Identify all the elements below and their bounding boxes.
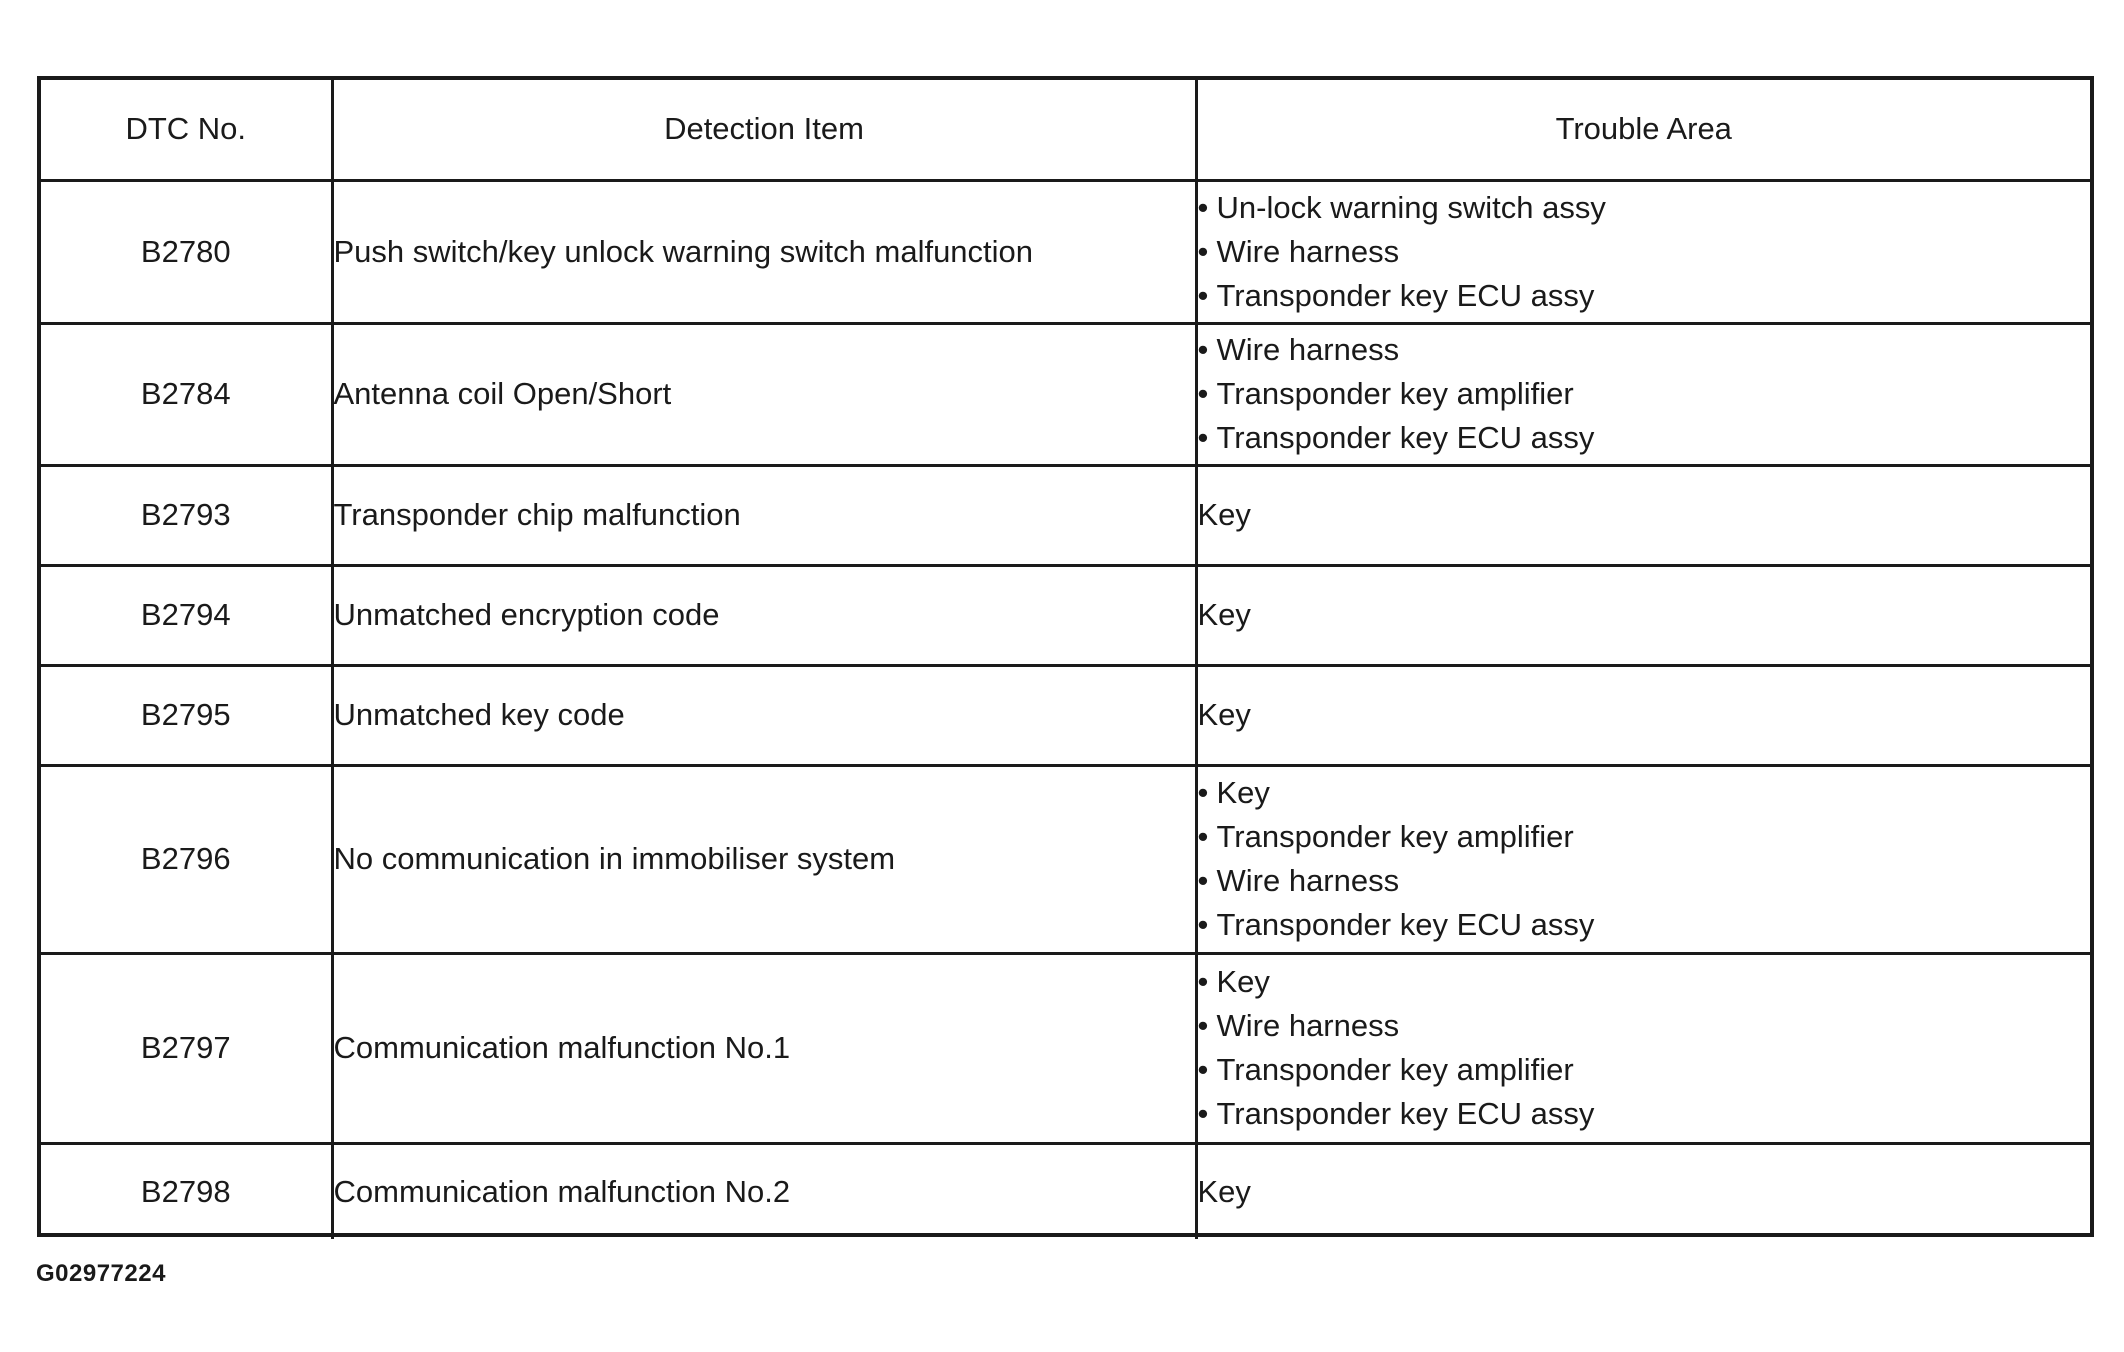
dtc-table-frame: [37, 76, 2094, 1237]
trouble-area-cell: [1196, 765, 2090, 953]
trouble-area-item: • Key: [1198, 960, 2091, 1004]
dtc-code-cell: B2798: [41, 1143, 332, 1239]
trouble-area-list: [1198, 771, 2091, 947]
trouble-area-item: • Wire harness: [1198, 859, 2091, 903]
table-row: [41, 765, 2090, 953]
trouble-area-cell: [1196, 323, 2090, 465]
trouble-area-item: • Transponder key ECU assy: [1198, 1092, 2091, 1136]
trouble-area-item: • Transponder key ECU assy: [1198, 416, 2091, 460]
trouble-area-item: • Transponder key amplifier: [1198, 815, 2091, 859]
dtc-table: [41, 80, 2090, 1239]
trouble-area-text: Key: [1197, 497, 1251, 532]
header-row: [41, 80, 2090, 180]
dtc-code-cell: B2797: [41, 953, 332, 1143]
dtc-code-cell: B2794: [41, 565, 332, 665]
trouble-area-item: • Transponder key amplifier: [1198, 1048, 2091, 1092]
trouble-area-item: • Key: [1198, 771, 2091, 815]
trouble-area-cell: [1196, 180, 2090, 323]
trouble-area-item: • Transponder key ECU assy: [1198, 274, 2091, 318]
table-row: [41, 565, 2090, 665]
trouble-area-text: Key: [1197, 597, 1251, 632]
detection-item-cell: Transponder chip malfunction: [332, 465, 1196, 565]
dtc-code-cell: B2784: [41, 323, 332, 465]
trouble-area-text: Key: [1197, 1173, 1251, 1209]
trouble-area-item: • Wire harness: [1198, 1004, 2091, 1048]
table-row: [41, 323, 2090, 465]
figure-id: G02977224: [36, 1260, 166, 1287]
detection-item-cell: Communication malfunction No.1: [332, 953, 1196, 1143]
trouble-area-cell: [1196, 465, 2090, 565]
trouble-area-cell: [1196, 953, 2090, 1143]
trouble-area-cell: [1196, 665, 2090, 765]
dtc-code-cell: B2795: [41, 665, 332, 765]
header-dtc-no: DTC No.: [41, 80, 332, 180]
trouble-area-cell: [1196, 1143, 2090, 1239]
table-row: [41, 465, 2090, 565]
trouble-area-item: • Transponder key amplifier: [1198, 372, 2091, 416]
dtc-code-cell: B2793: [41, 465, 332, 565]
trouble-area-item: • Wire harness: [1198, 328, 2091, 372]
trouble-area-item: • Wire harness: [1198, 230, 2091, 274]
detection-item-cell: Communication malfunction No.2: [332, 1143, 1196, 1239]
trouble-area-list: [1198, 328, 2091, 460]
trouble-area-list: [1198, 960, 2091, 1136]
dtc-table-body: [41, 80, 2090, 1239]
dtc-code-cell: B2780: [41, 180, 332, 323]
table-row: [41, 180, 2090, 323]
detection-item-cell: Push switch/key unlock warning switch malfunction: [332, 180, 1196, 323]
table-row: [41, 665, 2090, 765]
table-row: [41, 1143, 2090, 1239]
trouble-area-item: • Un-lock warning switch assy: [1198, 186, 2091, 230]
detection-item-cell: Unmatched encryption code: [332, 565, 1196, 665]
header-detection-item: Detection Item: [332, 80, 1196, 180]
dtc-code-cell: B2796: [41, 765, 332, 953]
trouble-area-list: [1198, 186, 2091, 318]
table-row: [41, 953, 2090, 1143]
detection-item-cell: Antenna coil Open/Short: [332, 323, 1196, 465]
trouble-area-cell: [1196, 565, 2090, 665]
detection-item-cell: Unmatched key code: [332, 665, 1196, 765]
trouble-area-text: Key: [1197, 697, 1251, 732]
header-trouble-area: Trouble Area: [1196, 80, 2090, 180]
trouble-area-item: • Transponder key ECU assy: [1198, 903, 2091, 947]
detection-item-cell: No communication in immobiliser system: [332, 765, 1196, 953]
